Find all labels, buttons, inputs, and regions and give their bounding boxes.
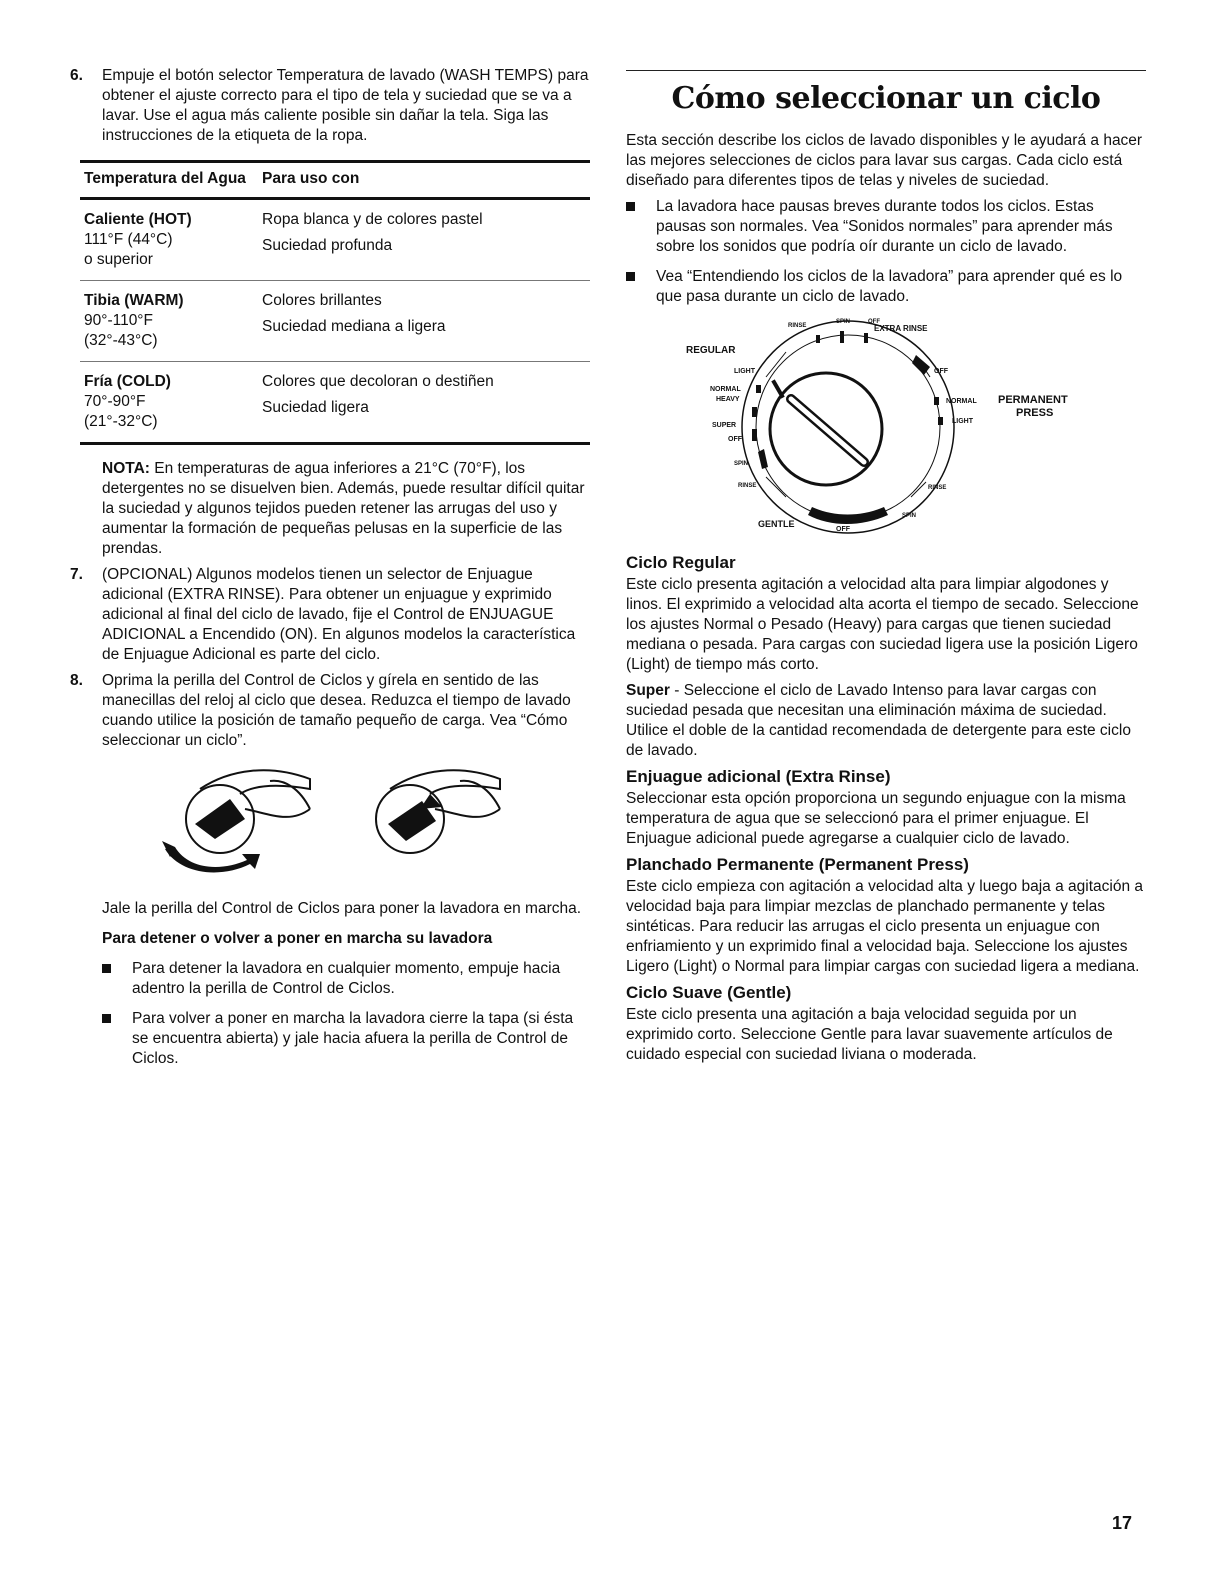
step-8 bbox=[70, 671, 590, 751]
step-text: (OPCIONAL) Algunos modelos tienen un selector de Enjuague adicional (EXTRA RINSE). Para obtener un enjuague y exprimido adicional al final del ciclo de lavado, fije el Control de ENJUAGUE ADICIONAL a Encendido (ON). En algunos modelos la característica de Enjuague Adicional es parte del ciclo. bbox=[102, 566, 576, 663]
stop-restart-heading: Para detener o volver a poner en marcha su lavadora bbox=[102, 930, 493, 947]
dial-label-press: PRESS bbox=[1016, 407, 1054, 419]
use-text: Suciedad profunda bbox=[262, 237, 393, 254]
regular-cycle-text: Este ciclo presenta agitación a velocidad alta para limpiar algodones y linos. El exprimido a velocidad alta acorta el tiempo de secado. Seleccione los ajustes Normal o Pesado (Heavy) para cargas que tienen suciedad mediana o pesada. Para cargas con suciedad ligera use la posición Ligero (Light) de tiempo más corto. bbox=[626, 576, 1139, 673]
section-title: Cómo seleccionar un ciclo bbox=[671, 81, 1101, 116]
intro-paragraph: Esta sección describe los ciclos de lavado disponibles y le ayudará a hacer las mejores selecciones de ciclos para lavar sus cargas. Cada ciclo está diseñado para diferentes tipos de telas y niveles de suciedad. bbox=[626, 132, 1143, 189]
dial-label-off-top: OFF bbox=[868, 319, 880, 325]
table-header-temperature: Temperatura del Agua bbox=[80, 162, 258, 199]
list-item bbox=[70, 959, 590, 999]
gentle-cycle-heading: Ciclo Suave (Gentle) bbox=[626, 983, 792, 1002]
dial-label-super: SUPER bbox=[712, 422, 737, 429]
dial-label-heavy: HEAVY bbox=[716, 396, 740, 403]
use-text: Suciedad ligera bbox=[262, 399, 369, 416]
dial-label-gentle: GENTLE bbox=[758, 519, 795, 529]
table-row bbox=[80, 199, 590, 281]
regular-cycle-heading: Ciclo Regular bbox=[626, 553, 736, 572]
super-label: Super bbox=[626, 682, 670, 699]
temp-range-c: (21°-32°C) bbox=[84, 413, 158, 430]
temp-range-c: o superior bbox=[84, 251, 153, 268]
dial-label-off-right: OFF bbox=[934, 368, 948, 375]
list-item bbox=[626, 197, 1146, 257]
bullet-square-icon bbox=[102, 1014, 111, 1023]
dial-label-spin-right: SPIN bbox=[902, 513, 917, 519]
step-6 bbox=[70, 66, 590, 146]
dial-label-light: LIGHT bbox=[734, 368, 755, 375]
super-description: - Seleccione el ciclo de Lavado Intenso para lavar cargas con suciedad pesada que necesitan una eliminación máxima de suciedad. Utilice el doble de la cantidad recomendada de detergente para este ciclo de lavado. bbox=[626, 682, 1131, 759]
dial-label-rinse: RINSE bbox=[738, 483, 757, 489]
dial-label-normal-right: NORMAL bbox=[946, 398, 977, 405]
bullet-text: Para volver a poner en marcha la lavadora cierre la tapa (si ésta se encuentra abierta) y jale hacia afuera la perilla de Control de Ciclos. bbox=[132, 1010, 574, 1067]
temp-name: Caliente (HOT) bbox=[84, 211, 192, 228]
step-text: Oprima la perilla del Control de Ciclos y gírela en sentido de las manecillas del reloj al ciclo que desea. Reduzca el tiempo de lavado cuando utilice la posición de tamaño pequeño de carga. Vea “Cómo seleccionar un ciclo”. bbox=[102, 672, 571, 749]
temp-name: Tibia (WARM) bbox=[84, 292, 184, 309]
table-row bbox=[80, 362, 590, 444]
step-number: 8. bbox=[70, 672, 83, 689]
use-text: Suciedad mediana a ligera bbox=[262, 318, 446, 335]
page-number: 17 bbox=[1112, 1513, 1133, 1533]
list-item bbox=[70, 1009, 590, 1069]
bullet-text: Vea “Entendiendo los ciclos de la lavadora” para aprender qué es lo que pasa durante un ciclo de lavado. bbox=[656, 268, 1123, 305]
bullet-text: Para detener la lavadora en cualquier momento, empuje hacia adentro la perilla de Control de Ciclos. bbox=[132, 960, 561, 997]
bullet-square-icon bbox=[626, 202, 635, 211]
dial-label-normal: NORMAL bbox=[710, 386, 741, 393]
dial-label-rinse-right: RINSE bbox=[928, 485, 947, 491]
knob-hands-illustration bbox=[70, 769, 590, 889]
use-text: Colores brillantes bbox=[262, 292, 382, 309]
hand-turning-knob-icon bbox=[70, 769, 590, 889]
gentle-cycle-text: Este ciclo presenta una agitación a baja velocidad seguida por un exprimido corto. Seleccione Gentle para lavar suavemente artículos de cuidado especial con suciedad liviana o moderada. bbox=[626, 1006, 1113, 1063]
bullet-square-icon bbox=[626, 272, 635, 281]
extra-rinse-heading: Enjuague adicional (Extra Rinse) bbox=[626, 767, 891, 786]
dial-label-off-bottom: OFF bbox=[836, 526, 850, 533]
temp-range: 70°-90°F bbox=[84, 393, 146, 410]
section-divider bbox=[626, 70, 1146, 71]
dial-label-off: OFF bbox=[728, 436, 742, 443]
note bbox=[70, 459, 590, 559]
dial-label-light-right: LIGHT bbox=[952, 418, 973, 425]
use-text: Ropa blanca y de colores pastel bbox=[262, 211, 483, 228]
temp-range: 111°F (44°C) bbox=[84, 231, 173, 248]
right-column bbox=[626, 70, 1146, 1071]
note-text: En temperaturas de agua inferiores a 21°C (70°F), los detergentes no se disuelven bien. Además, puede resultar difícil quitar la suciedad y algunos tejidos pueden retener las arrugas del uso y aumentar la formación de pequeñas pelusas en la superficie de las prendas. bbox=[102, 460, 585, 557]
dial-label-regular: REGULAR bbox=[686, 345, 736, 356]
dial-label-permanent: PERMANENT bbox=[998, 394, 1068, 406]
temp-range-c: (32°-43°C) bbox=[84, 332, 158, 349]
dial-label-extra-rinse: EXTRA RINSE bbox=[874, 324, 928, 333]
permanent-press-heading: Planchado Permanente (Permanent Press) bbox=[626, 855, 969, 874]
list-item bbox=[626, 267, 1146, 307]
step-text: Empuje el botón selector Temperatura de lavado (WASH TEMPS) para obtener el ajuste correcto para el tipo de tela y suciedad que se va a lavar. Use el agua más caliente posible sin dañar la tela. Siga las instrucciones de la etiqueta de la ropa. bbox=[102, 67, 589, 144]
super-cycle-text bbox=[626, 681, 1146, 761]
table-row bbox=[80, 281, 590, 362]
bullet-square-icon bbox=[102, 964, 111, 973]
note-label: NOTA: bbox=[102, 460, 150, 477]
left-column bbox=[70, 66, 590, 1079]
pull-instruction: Jale la perilla del Control de Ciclos para poner la lavadora en marcha. bbox=[102, 900, 582, 917]
use-text: Colores que decoloran o destiñen bbox=[262, 373, 494, 390]
temp-range: 90°-110°F bbox=[84, 312, 153, 329]
permanent-press-text: Este ciclo empieza con agitación a velocidad alta y luego baja a agitación a velocidad baja para limpiar mezclas de planchado permanente y telas sintéticas. Para reducir las arrugas el ciclo presenta un enjuague con enfriamiento y un exprimido final a velocidad baja. Seleccione los ajustes Ligero (Light) o Normal para limpiar cargas con suciedad ligera a mediana. bbox=[626, 878, 1143, 975]
dial-label-rinse-top: RINSE bbox=[788, 323, 807, 329]
step-number: 6. bbox=[70, 67, 83, 84]
step-7 bbox=[70, 565, 590, 665]
dial-label-spin: SPIN bbox=[734, 461, 749, 467]
cycle-dial-diagram bbox=[626, 317, 1146, 547]
water-temperature-table bbox=[80, 160, 590, 445]
step-number: 7. bbox=[70, 566, 83, 583]
extra-rinse-text: Seleccionar esta opción proporciona un segundo enjuague con la misma temperatura de agua que se seleccionó para el primer enjuague. El Enjuague adicional puede agregarse a cualquier ciclo de lavado. bbox=[626, 790, 1126, 847]
cycle-dial-icon bbox=[626, 317, 1146, 547]
table-header-use: Para uso con bbox=[258, 162, 590, 199]
dial-label-spin-top: SPIN bbox=[836, 319, 851, 325]
bullet-text: La lavadora hace pausas breves durante todos los ciclos. Estas pausas son normales. Vea “Sonidos normales” para aprender más sobre los sonidos que podría oír durante un ciclo de lavado. bbox=[656, 198, 1113, 255]
temp-name: Fría (COLD) bbox=[84, 373, 171, 390]
